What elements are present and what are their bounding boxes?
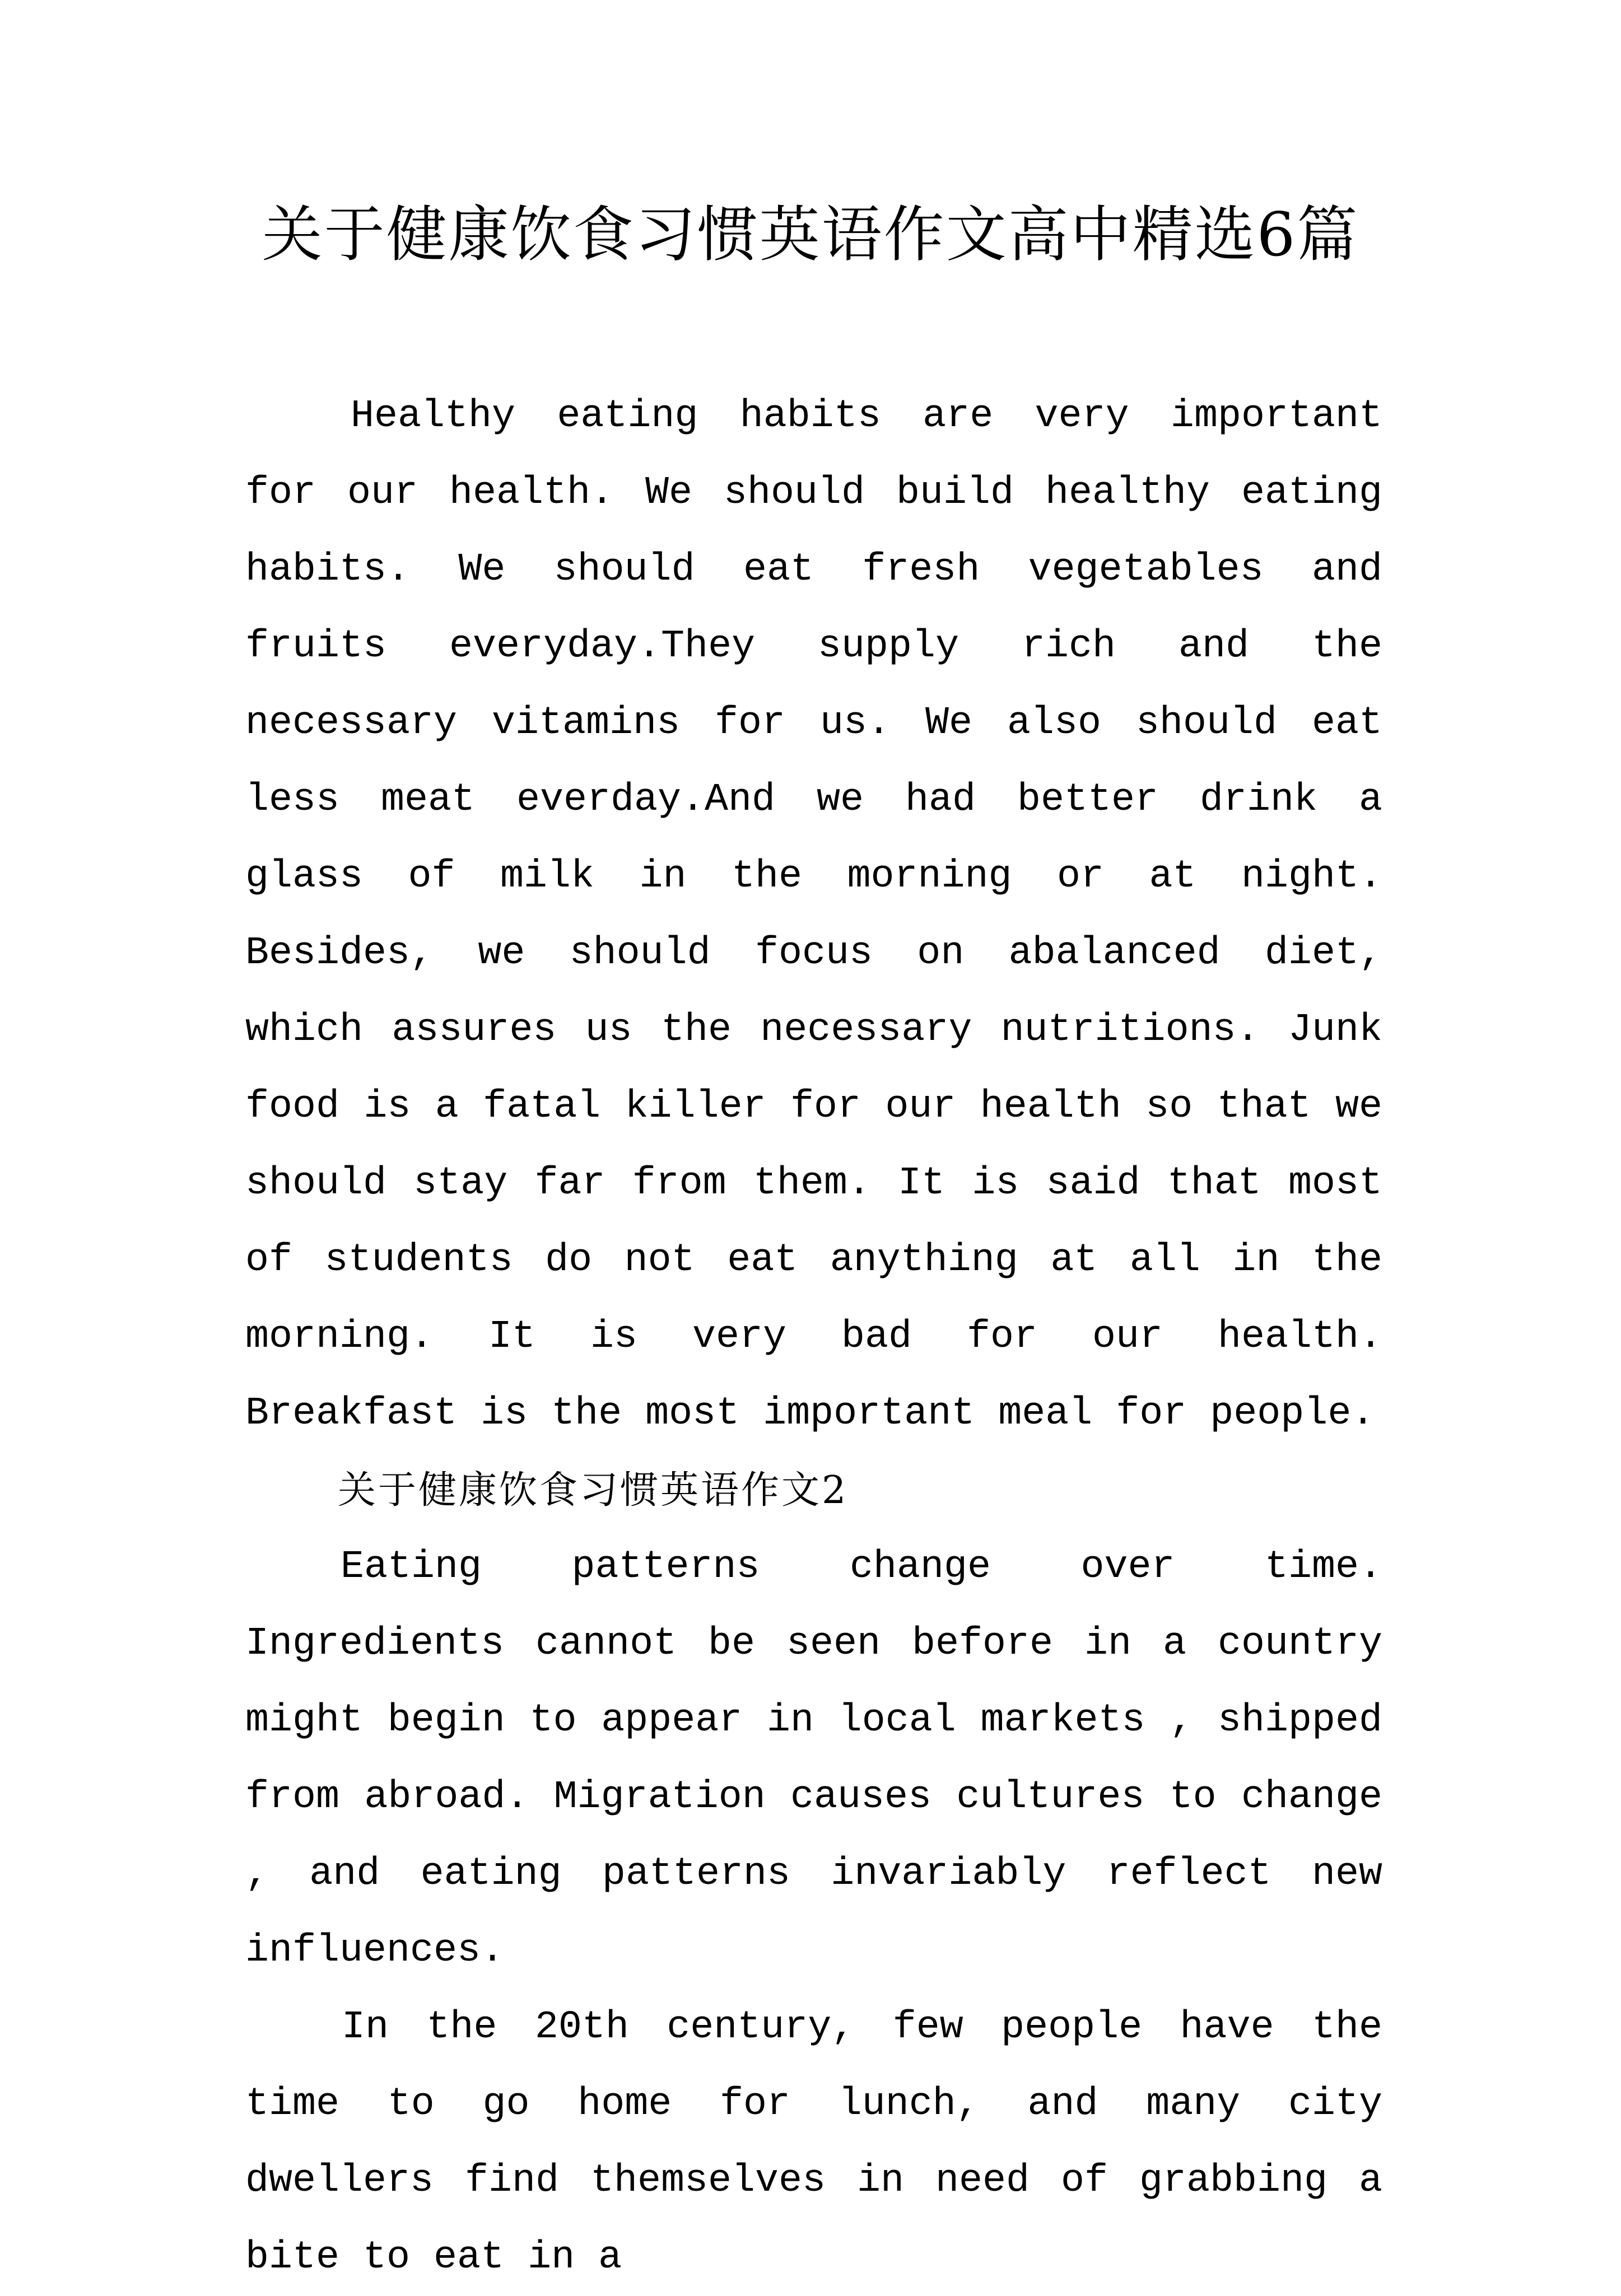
section-2-paragraph-2: In the 20th century, few people have the time to go home for lunch, and many city dwellers find themselves in need of grabbing a bite to eat in a — [245, 2005, 1382, 2280]
document-body — [245, 378, 1382, 2296]
paragraph-1: Healthy eating habits are very important for our health. We should build healthy eating habits. We should eat fresh vegetables and fruits everyday.They supply rich and the necessary vitamins for us. We also should eat less meat everday.And we had better drink a glass of milk in the morning or at night. Besides, we should focus on abalanced diet, which assures us the necessary nutritions. Junk food is a fatal killer for our health so that we should stay far from them. It is said that most of students do not eat anything at all in the morning. It is very bad for our health. Breakfast is the most important meal for people. — [245, 394, 1382, 1436]
section-2-heading: 关于健康饮食习惯英语作文2 — [338, 1468, 849, 1513]
document-title: 关于健康饮食习惯英语作文高中精选6篇 — [262, 200, 1359, 270]
section-2-paragraph-1: Eating patterns change over time. Ingredients cannot be seen before in a country might begin to appear in local markets , shipped from abroad. Migration causes cultures to change , and eating patterns invariably reflect new influences. — [245, 1545, 1382, 1973]
